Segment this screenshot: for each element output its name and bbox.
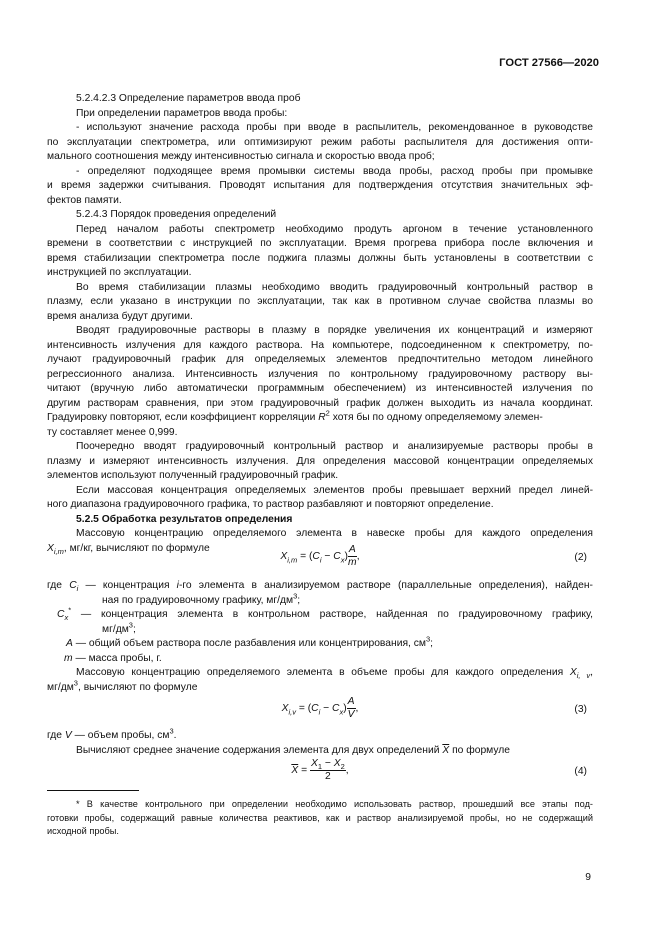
paragraph-line: время стабилизации спектрометра после поджига плазмы должны быть установлены в соответствии с (47, 252, 593, 264)
paragraph-line: регрессионного анализа. Интенсивность излучения по контрольному градуировочному раствору вы- (47, 368, 593, 380)
definition-line: где V — объем пробы, $см^3$. (47, 726, 177, 741)
paragraph-line: интенсивность излучения для каждого раствора. На компьютере, подсоединенном к спектрометру, по- (47, 339, 593, 351)
paragraph-line: фектов памяти. (47, 194, 122, 206)
section-heading: 5.2.5 Обработка результатов определения (76, 513, 293, 525)
footnote-line: * В качестве контрольного при определении необходимо использовать раствор, прошедший все этапы под- (76, 799, 593, 809)
footnote-separator (47, 790, 139, 791)
paragraph-line: Массовую концентрацию определяемого элемента в объеме пробы для каждого определения $X_{i, v}$, (76, 667, 594, 681)
definition-line: $C_x^*$ — концентрация элемента в контрольном растворе, найденная по градуировочному графику, (57, 605, 593, 623)
paragraph-line: другим растворам сравнения, при этом градуировочный график должен выходить из начала координат. (47, 397, 593, 409)
definition-line: ная по градуировочному графику, $мг/дм^3$; (102, 591, 301, 606)
paragraph-line: Градуировку повторяют, если коэффициент корреляции $R^2$ хотя бы по одному определяемому элемен- (47, 408, 543, 423)
paragraph-line: Если массовая концентрация определяемых элементов пробы превышает верхний предел линей- (76, 484, 593, 496)
fraction: $\frac{X_1 - X_2}{2}$ (310, 758, 345, 782)
formula-3: $X_{i,v} = (C_i - C_x)$ $\frac{A}{V}$ , (3) (281, 696, 587, 720)
subsection-heading: 5.2.4.3 Порядок проведения определений (76, 209, 277, 220)
paragraph-line: плазму, если указано в инструкции по эксплуатации, так как в противном случае свойства плазмы во (47, 296, 593, 307)
paragraph-line: лучают градуировочный график для определяемых элементов предпочтительно методом линейного (47, 354, 593, 365)
paragraph-line: Вычисляют среднее значение содержания элемента для двух определений $\overline{X}$ по формуле (76, 744, 511, 756)
paragraph-line: Во время стабилизации плазмы необходимо вводить градуировочный контрольный раствор в (76, 281, 593, 293)
definition-line: где $C_i$ — концентрация i-го элемента в анализируемом растворе (параллельные определения), найден- (47, 580, 593, 594)
paragraph-line: время анализа будут другими. (47, 310, 193, 322)
definition-line: m — масса пробы, г. (64, 652, 162, 664)
paragraph-line: - используют значение расхода пробы при вводе в распылитель, рекомендованное в руководстве (76, 122, 593, 133)
paragraph-line: Массовую концентрацию определяемого элемента в навеске пробы для каждого определения (76, 528, 593, 539)
paragraph-line: по эксплуатации спектрометра, или оптимизируют режим работы распылителя для достижения опти- (47, 136, 593, 148)
paragraph-line: ного диапазона градуировочного графика, то раствор разбавляют и повторяют определение. (47, 499, 494, 510)
paragraph-line: Вводят градуировочные растворы в плазму в порядке увеличения их концентраций и измеряют (76, 325, 593, 336)
paragraph-line: Перед началом работы спектрометр необходимо продуть аргоном в течение установленного (76, 223, 593, 235)
paragraph-line: и время задержки считывания. Проводят испытания для подтверждения отсутствия значительных эф- (47, 180, 593, 191)
standard-code: ГОСТ 27566—2020 (499, 57, 599, 69)
paragraph-line: инструкцией по эксплуатации. (47, 267, 192, 278)
fraction: $\frac{A}{V}$ (347, 696, 355, 720)
definition-line: A — общий объем раствора после разбавления или концентрирования, $см^3$; (66, 634, 434, 649)
paragraph-line: читают (вручную либо автоматически программным обеспечением) из интенсивностей излучения по (47, 383, 593, 394)
subsection-heading: 5.2.4.2.3 Определение параметров ввода проб (76, 93, 301, 104)
paragraph-line: При определении параметров ввода пробы: (76, 107, 288, 119)
page-number: 9 (585, 872, 591, 883)
footnote-line: готовки пробы, содержащий равные количества реактивов, как и раствор анализируемой пробы, но не содержащий (47, 812, 593, 823)
formula-number: (2) (574, 552, 587, 563)
paragraph-line: времени в соответствии с инструкцией по эксплуатации. Время прогрева прибора после включения и (47, 238, 593, 249)
paragraph-line: мального соотношения между интенсивностью сигнала и скоростью ввода проб; (47, 151, 435, 162)
paragraph-line: Поочередно вводят градуировочный контрольный раствор и анализируемые растворы пробы в (76, 441, 593, 452)
paragraph-line: $мг/дм^3$, вычисляют по формуле (47, 678, 198, 693)
footnote-line: исходной пробы. (47, 826, 119, 836)
paragraph-line: плазму и измеряют интенсивность излучения. Для определения массовой концентрации определяемых (47, 455, 593, 467)
fraction: $\frac{A}{m}$ (348, 544, 357, 568)
formula-number: (4) (574, 766, 587, 777)
paragraph-line: элементов используют полученный градуировочный график. (47, 470, 339, 481)
paragraph-line: $X_{i,m}$, мг/кг, вычисляют по формуле (47, 542, 210, 556)
paragraph-line: ту составляет менее 0,999. (47, 426, 178, 438)
formula-4: $\overline{X}$ = $\frac{X_1 - X_2}{2}$ , (4) (291, 758, 587, 782)
paragraph-line: - определяют подходящее время промывки системы ввода пробы, расход пробы при промывке (76, 165, 593, 177)
formula-2: $X_{i,m} = (C_i - C_x)$ $\frac{A}{m}$ , (2) (280, 544, 587, 568)
definition-line: $мг/дм^3$; (102, 620, 136, 635)
formula-number: (3) (574, 704, 587, 715)
